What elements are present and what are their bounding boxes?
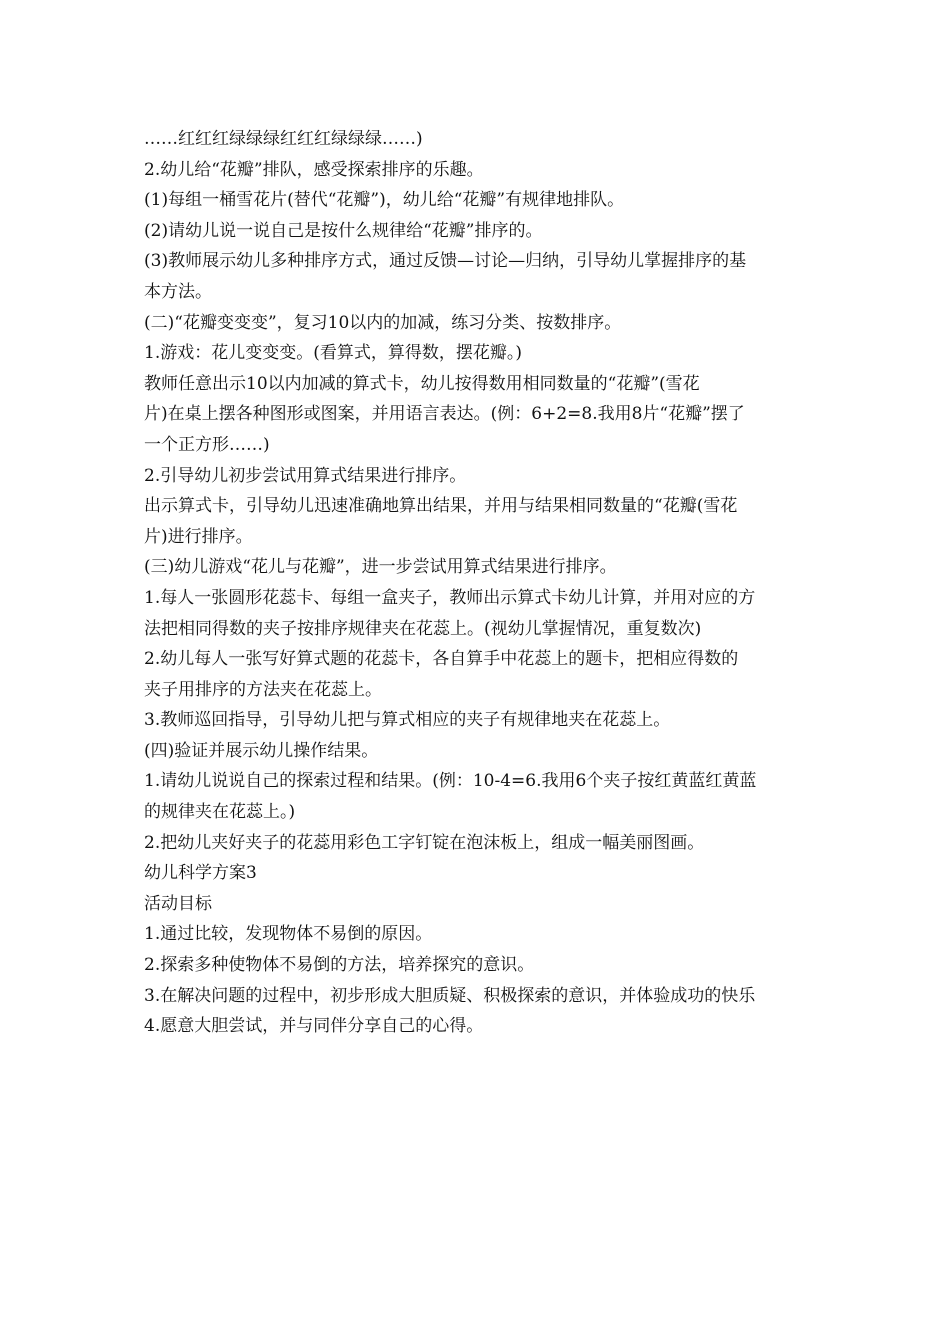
text-line: 2.把幼儿夹好夹子的花蕊用彩色工字钉锭在泡沫板上，组成一幅美丽图画。 xyxy=(144,832,705,853)
text-line: 4.愿意大胆尝试，并与同伴分享自己的心得。 xyxy=(144,1016,484,1037)
text-line: 2.幼儿每人一张写好算式题的花蕊卡，各自算手中花蕊上的题卡，把相应得数的 xyxy=(144,649,739,670)
text-line: 教师任意出示10以内加减的算式卡，幼儿按得数用相同数量的“花瓣”(雪花 xyxy=(144,373,700,394)
text-line: 一个正方形……) xyxy=(144,434,270,455)
text-line: 2.引导幼儿初步尝试用算式结果进行排序。 xyxy=(144,465,467,486)
text-line: 的规律夹在花蕊上。) xyxy=(144,802,296,823)
section-heading: (三)幼儿游戏“花儿与花瓣”，进一步尝试用算式结果进行排序。 xyxy=(144,557,617,578)
text-line: ……红红红绿绿绿红红红绿绿绿……) xyxy=(144,129,423,149)
text-line: (3)教师展示幼儿多种排序方式，通过反馈—讨论—归纳，引导幼儿掌握排序的基 xyxy=(144,251,747,272)
text-line: 2.幼儿给“花瓣”排队，感受探索排序的乐趣。 xyxy=(144,159,484,180)
text-line: 3.在解决问题的过程中，初步形成大胆质疑、积极探索的意识，并体验成功的快乐 xyxy=(144,985,756,1006)
text-line: 夹子用排序的方法夹在花蕊上。 xyxy=(144,679,382,700)
text-line: 本方法。 xyxy=(144,281,212,302)
document-title: 幼儿科学方案3 xyxy=(144,863,257,884)
text-line: 片)进行排序。 xyxy=(144,526,253,547)
section-heading: (四)验证并展示幼儿操作结果。 xyxy=(144,740,379,761)
document-body xyxy=(144,124,810,1042)
text-line: 片)在桌上摆各种图形或图案，并用语言表达。(例：6+2=8.我用8片“花瓣”摆了 xyxy=(144,404,745,425)
text-line: 3.教师巡回指导，引导幼儿把与算式相应的夹子有规律地夹在花蕊上。 xyxy=(144,710,671,731)
text-line: 2.探索多种使物体不易倒的方法，培养探究的意识。 xyxy=(144,955,535,976)
section-heading: (二)“花瓣变变变”，复习10以内的加减，练习分类、按数排序。 xyxy=(144,312,622,333)
text-line: 出示算式卡，引导幼儿迅速准确地算出结果，并用与结果相同数量的“花瓣(雪花 xyxy=(144,496,738,517)
text-line: 1.请幼儿说说自己的探索过程和结果。(例：10-4=6.我用6个夹子按红黄蓝红黄蓝 xyxy=(144,771,757,792)
text-line: 1.通过比较，发现物体不易倒的原因。 xyxy=(144,924,433,945)
section-heading: 活动目标 xyxy=(144,893,212,914)
text-line: (1)每组一桶雪花片(替代“花瓣”)，幼儿给“花瓣”有规律地排队。 xyxy=(144,190,625,211)
text-line: 1.游戏：花儿变变变。(看算式，算得数，摆花瓣。) xyxy=(144,343,522,364)
text-line: 法把相同得数的夹子按排序规律夹在花蕊上。(视幼儿掌握情况，重复数次) xyxy=(144,618,702,639)
text-line: (2)请幼儿说一说自己是按什么规律给“花瓣”排序的。 xyxy=(144,220,543,241)
text-line: 1.每人一张圆形花蕊卡、每组一盒夹子，教师出示算式卡幼儿计算，并用对应的方 xyxy=(144,587,756,608)
